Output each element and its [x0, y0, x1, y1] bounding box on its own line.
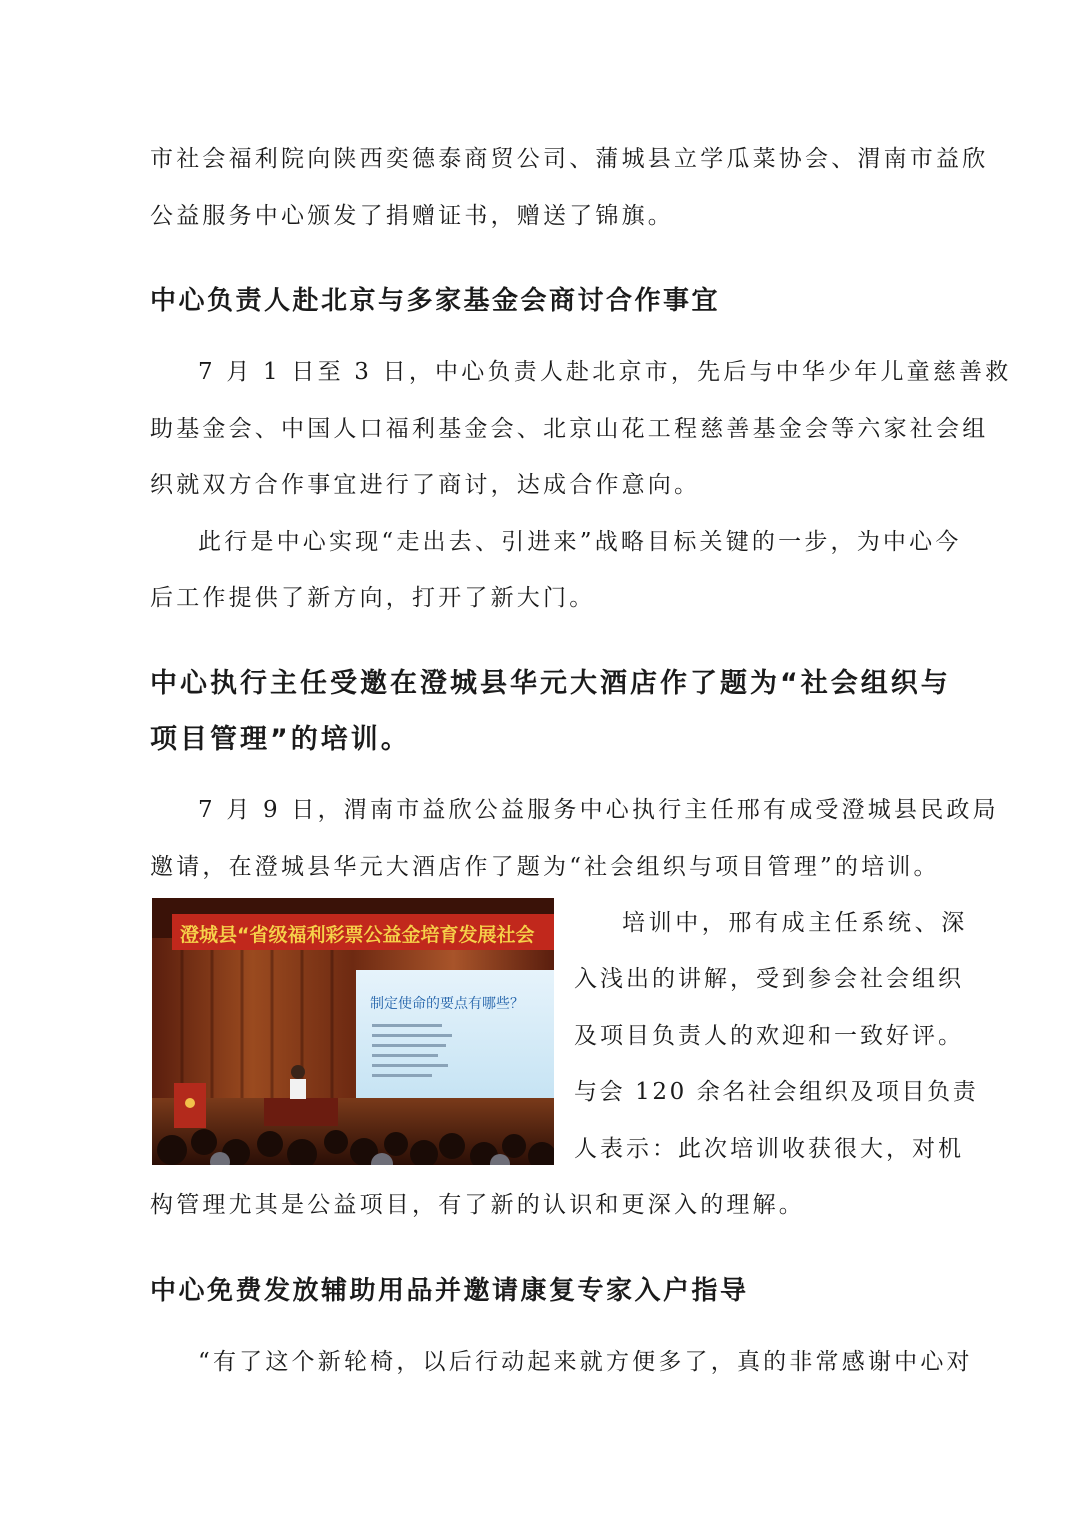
section-heading-beijing: 中心负责人赴北京与多家基金会商讨合作事宜: [150, 286, 721, 316]
paragraph-line: 7 月 9 日，渭南市益欣公益服务中心执行主任邢有成受澄城县民政局: [198, 797, 999, 823]
section-heading-aids: 中心免费发放辅助用品并邀请康复专家入户指导: [150, 1276, 749, 1306]
paragraph-line: 培训中，邢有成主任系统、深: [622, 910, 968, 936]
paragraph-line: 构管理尤其是公益项目，有了新的认识和更深入的理解。: [150, 1192, 805, 1218]
paragraph-line: “有了这个新轮椅，以后行动起来就方便多了，真的非常感谢中心对: [198, 1349, 973, 1375]
paragraph-line: 7 月 1 日至 3 日，中心负责人赴北京市，先后与中华少年儿童慈善救: [198, 359, 1012, 385]
paragraph-line: 与会 120 余名社会组织及项目负责: [574, 1079, 979, 1105]
section-heading-training-cont: 项目管理”的培训。: [150, 724, 411, 755]
paragraph-line: 后工作提供了新方向，打开了新大门。: [150, 585, 596, 611]
banner-text: 澄城县“省级福利彩票公益金培育发展社会: [180, 924, 535, 946]
paragraph-line: 此行是中心实现“走出去、引进来”战略目标关键的一步，为中心今: [198, 529, 962, 555]
paragraph-line: 人表示：此次培训收获很大，对机: [574, 1136, 964, 1162]
paragraph-line: 邀请，在澄城县华元大酒店作了题为“社会组织与项目管理”的培训。: [150, 854, 940, 880]
paragraph-line: 织就双方合作事宜进行了商讨，达成合作意向。: [150, 472, 701, 498]
slide-title: 制定使命的要点有哪些？: [370, 996, 524, 1012]
paragraph-line: 入浅出的讲解，受到参会社会组织: [574, 966, 964, 992]
section-heading-training: 中心执行主任受邀在澄城县华元大酒店作了题为“社会组织与: [150, 668, 951, 699]
paragraph-line: 及项目负责人的欢迎和一致好评。: [574, 1023, 964, 1049]
training-photo: [152, 898, 554, 1165]
paragraph-line: 公益服务中心颁发了捐赠证书，赠送了锦旗。: [150, 203, 674, 229]
paragraph-line: 助基金会、中国人口福利基金会、北京山花工程慈善基金会等六家社会组: [150, 416, 989, 442]
paragraph-line: 市社会福利院向陕西奕德泰商贸公司、蒲城县立学瓜菜协会、渭南市益欣: [150, 146, 989, 172]
